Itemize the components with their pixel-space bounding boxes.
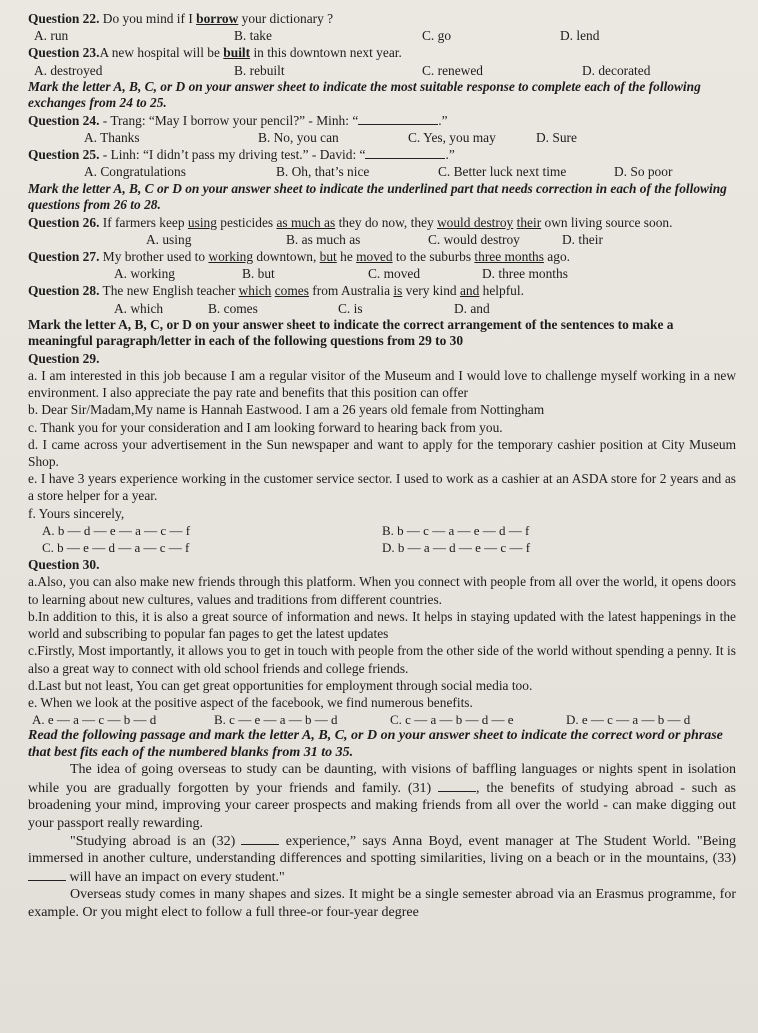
question-25-number: Question 25. (28, 147, 100, 163)
option-c[interactable]: C. renewed (422, 62, 483, 78)
question-23: Question 23.A new hospital will be built in this downtown next year. (28, 45, 402, 61)
option-d[interactable]: D. and (454, 300, 490, 316)
question-24-number: Question 24. (28, 112, 100, 128)
question-24: Question 24. - Trang: “May I borrow your pencil?” - Minh: “ .” (28, 112, 448, 128)
option-a[interactable]: A. destroyed (34, 62, 103, 78)
option-c[interactable]: C. would destroy (428, 231, 520, 247)
option-c[interactable]: C. b — e — d — a — c — f (42, 540, 190, 556)
instruction-24-25: Mark the letter A, B, C, or D on your answer sheet to indicate the most suitable response to complete each of the following exchanges from 24 to 25. (28, 78, 701, 111)
option-d[interactable]: D. b — a — d — e — c — f (382, 540, 531, 556)
option-c[interactable]: C. go (422, 28, 452, 44)
question-26: Question 26. If farmers keep using pesticides as much as they do now, they would destroy their own living source soon. (28, 214, 673, 230)
option-c[interactable]: C. Yes, you may (408, 130, 496, 146)
question-24-options (28, 129, 736, 146)
q30-sentence-e: e. When we look at the positive aspect of the facebook, we find numerous benefits. (28, 694, 473, 710)
passage-paragraph-2: "Studying abroad is an (32) experience,” says Anna Boyd, event manager at The Student World. "Being immersed in another culture, understanding differences and spotting similarities, living on a beach or in the mountains, (33) will have an impact on every student." (28, 833, 736, 885)
q29-sentence-f: f. Yours sincerely, (28, 505, 125, 521)
q30-sentence-c: c.Firstly, Most importantly, it allows you to get in touch with people from the other side of the world without spending a penny. It is also a great way to connect with old school friends and college friends. (28, 643, 736, 676)
option-d[interactable]: D. e — c — a — b — d (566, 712, 691, 728)
q29-sentence-d: d. I came across your advertisement in the Sun newspaper and want to apply for the temporary cashier position at City Museum Shop. (28, 436, 736, 470)
option-c[interactable]: C. moved (368, 266, 421, 282)
option-b[interactable]: B. Oh, that’s nice (276, 164, 370, 180)
question-23-options (28, 62, 736, 79)
option-d[interactable]: D. three months (482, 266, 568, 282)
option-a[interactable]: A. working (114, 266, 175, 282)
question-27-number: Question 27. (28, 249, 100, 265)
option-d[interactable]: D. So poor (614, 164, 673, 180)
instruction-31-35: Read the following passage and mark the letter A, B, C, or D on your answer sheet to indicate the correct word or phrase that best fits each of the numbered blanks from 31 to 35. (28, 728, 723, 760)
underlined-word: borrow (196, 11, 239, 26)
question-22: Question 22. Do you mind if I borrow your dictionary ? (28, 11, 334, 26)
question-27: Question 27. My brother used to working downtown, but he moved to the suburbs three months ago. (28, 249, 570, 265)
blank-32 (241, 832, 279, 845)
instruction-29-30: Mark the letter A, B, C, or D on your answer sheet to indicate the correct arrangement of the sentences to make a meaningful paragraph/letter in each of the following questions from 29 to 30 (28, 316, 674, 349)
answer-blank (365, 146, 445, 159)
passage-paragraph-3: Overseas study comes in many shapes and sizes. It might be a single semester abroad via an Erasmus programme, for example. Or you might elect to follow a full three-or four-year degree (28, 887, 736, 920)
option-b[interactable]: B. b — c — a — e — d — f (382, 522, 530, 538)
option-a[interactable]: A. Thanks (84, 130, 140, 146)
option-c[interactable]: C. c — a — b — d — e (390, 712, 514, 728)
question-26-number: Question 26. (28, 214, 100, 230)
question-29-number: Question 29. (28, 350, 100, 366)
question-28-number: Question 28. (28, 283, 100, 299)
option-b[interactable]: B. comes (208, 300, 258, 316)
option-d[interactable]: D. Sure (536, 130, 577, 146)
question-25-options (28, 163, 736, 180)
underlined-word: built (223, 45, 251, 61)
question-22-options (28, 27, 736, 44)
option-a[interactable]: A. which (114, 300, 164, 316)
q29-sentence-a: a. I am interested in this job because I am a regular visitor of the Museum and I would love to challenge myself working in a new environment. I also appreciate the pay rate and benefits that this position can offer (28, 368, 736, 401)
passage-paragraph-1: The idea of going overseas to study can be daunting, with visions of baffling languages or nights spent in isolation while you are gradually forgotten by your friends and family. (31) , the benefits of studying abroad - such as broadening your mind, improving your career prospects and making friends from all over the world - can make digging out your passport really rewarding. (28, 762, 736, 831)
question-28-options (28, 300, 736, 317)
option-c[interactable]: C. Better luck next time (438, 164, 567, 180)
option-a[interactable]: A. Congratulations (84, 164, 186, 180)
q29-sentence-b: b. Dear Sir/Madam,My name is Hannah Eastwood. I am a 26 years old female from Nottingham (28, 402, 545, 418)
question-28: Question 28. The new English teacher which comes from Australia is very kind and helpful. (28, 283, 524, 299)
option-b[interactable]: B. c — e — a — b — d (214, 712, 338, 728)
question-22-number: Question 22. (28, 11, 100, 26)
question-27-options (28, 265, 736, 282)
q29-sentence-e: e. I have 3 years experience working in the customer service sector. I used to work as a cashier at an ASDA store for 2 years and as a store helper for a year. (28, 471, 736, 504)
option-a[interactable]: A. e — a — c — b — d (32, 712, 157, 728)
option-a[interactable]: A. using (146, 231, 192, 247)
question-29-options (28, 522, 736, 556)
option-a[interactable]: A. b — d — e — a — c — f (42, 522, 191, 538)
q30-sentence-b: b.In addition to this, it is also a great source of information and news. It helps in staying updated with the latest happenings in the world and subscribing to popular fan pages to get the latest updates (28, 608, 736, 642)
blank-31 (438, 779, 476, 792)
instruction-26-28: Mark the letter A, B, C or D on your answer sheet to indicate the underlined part that needs correction in each of the following questions from 26 to 28. (28, 180, 727, 213)
question-30-number: Question 30. (28, 557, 100, 573)
answer-blank (358, 112, 438, 125)
question-30-options (28, 711, 736, 728)
option-d[interactable]: D. lend (560, 28, 600, 44)
option-a[interactable]: A. run (34, 28, 69, 44)
option-c[interactable]: C. is (338, 300, 363, 316)
question-25: Question 25. - Linh: “I didn’t pass my driving test.” - David: “ .” (28, 147, 455, 163)
question-23-number: Question 23. (28, 45, 100, 61)
option-b[interactable]: B. but (242, 266, 275, 282)
blank-33 (28, 868, 66, 881)
option-b[interactable]: B. No, you can (258, 130, 339, 146)
q29-sentence-c: c. Thank you for your consideration and I am looking forward to hearing back from you. (28, 419, 503, 435)
option-b[interactable]: B. take (234, 28, 272, 44)
question-26-options (28, 231, 736, 248)
option-d[interactable]: D. their (562, 231, 603, 247)
q30-sentence-d: d.Last but not least, You can get great opportunities for employment through social media too. (28, 677, 533, 693)
option-d[interactable]: D. decorated (582, 62, 651, 78)
q30-sentence-a: a.Also, you can also make new friends through this platform. When you connect with people from all over the world, it opens doors to learning about new cultures, values and traditions from different countries. (28, 574, 736, 607)
option-b[interactable]: B. rebuilt (234, 62, 285, 78)
option-b[interactable]: B. as much as (286, 231, 361, 247)
